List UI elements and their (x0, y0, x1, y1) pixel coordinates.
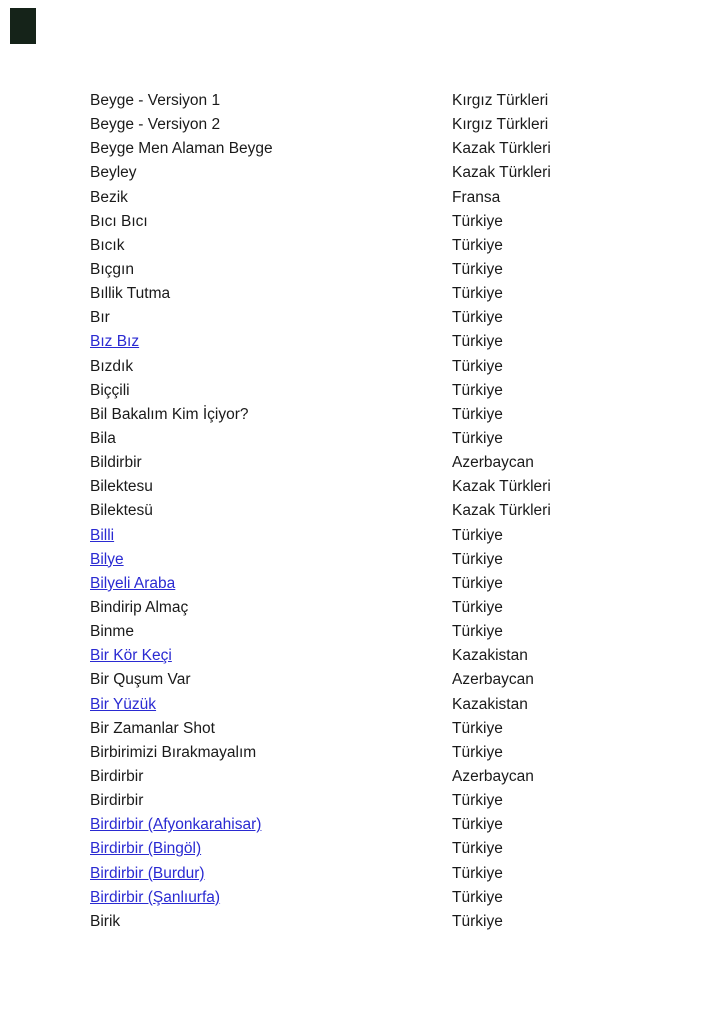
game-name: Bildirbir (90, 454, 142, 472)
list-row (90, 620, 724, 644)
country-label: Kırgız Türkleri (452, 92, 549, 109)
game-name: Bıllik Tutma (90, 285, 171, 303)
game-name: Birdirbir (90, 767, 144, 785)
country-label: Türkiye (452, 864, 503, 882)
game-link[interactable]: Birdirbir (Bingöl) (90, 840, 202, 858)
list-row (90, 910, 724, 934)
list-row (90, 886, 724, 910)
country-label: Kazak Türkleri (452, 140, 551, 158)
game-name: Bır (90, 309, 110, 327)
country-label: Kazakistan (452, 695, 528, 713)
list-row (90, 837, 724, 861)
game-name: Bıçgın (90, 260, 134, 278)
country-label: Kırgız Türkleri (452, 116, 549, 134)
game-name: Bıcık (90, 236, 125, 254)
list-row (90, 282, 724, 306)
game-name: Binme (90, 623, 134, 641)
list-row (90, 427, 724, 451)
game-link[interactable]: Birdirbir (Burdur) (90, 864, 205, 882)
game-name: Bindirip Almaç (90, 598, 189, 616)
list-row (90, 89, 724, 113)
game-name: Bilektesü (90, 502, 153, 520)
game-name: Birik (90, 912, 121, 930)
game-name: Bil Bakalım Kim İçiyor? (90, 405, 249, 423)
list-row (90, 596, 724, 620)
game-name: Bıcı Bıcı (90, 212, 148, 230)
list-row (90, 524, 724, 548)
list-row (90, 451, 724, 475)
game-name: Bızdık (90, 357, 134, 375)
country-label: Türkiye (452, 550, 503, 568)
list-row (90, 210, 724, 234)
list-row (90, 306, 724, 330)
game-name: Bila (90, 429, 116, 447)
game-name: Bilektesu (90, 478, 153, 496)
list-row (90, 355, 724, 379)
game-link[interactable]: Bız Bız (90, 333, 140, 351)
list-row (90, 862, 724, 886)
country-label: Türkiye (452, 574, 503, 592)
list-row (90, 717, 724, 741)
country-label: Türkiye (452, 598, 503, 616)
list-row (90, 379, 724, 403)
list-row (90, 137, 724, 161)
list-row (90, 789, 724, 813)
country-label: Türkiye (452, 285, 503, 303)
list-row (90, 548, 724, 572)
country-label: Türkiye (452, 333, 503, 351)
country-label: Kazak Türkleri (452, 502, 551, 520)
game-name: Bir Zamanlar Shot (90, 719, 215, 737)
country-label: Türkiye (452, 381, 503, 399)
game-link[interactable]: Bir Kör Keçi (90, 647, 172, 665)
list-row (90, 161, 724, 185)
country-label: Kazak Türkleri (452, 478, 551, 496)
country-label: Türkiye (452, 309, 503, 327)
game-link[interactable]: Birdirbir (Afyonkarahisar) (90, 816, 262, 834)
list-row (90, 403, 724, 427)
country-label: Türkiye (452, 357, 503, 375)
list-row (90, 113, 724, 137)
list-row (90, 765, 724, 789)
country-label: Kazak Türkleri (452, 164, 551, 182)
list-row (90, 572, 724, 596)
country-label: Türkiye (452, 236, 503, 254)
list-row (90, 644, 724, 668)
country-label: Türkiye (452, 912, 503, 930)
list-row (90, 234, 724, 258)
country-label: Fransa (452, 188, 501, 206)
country-label: Türkiye (452, 743, 503, 761)
country-label: Kazakistan (452, 647, 528, 665)
game-name: Beyge - Versiyon 2 (90, 116, 221, 134)
country-label: Azerbaycan (452, 454, 534, 472)
country-label: Türkiye (452, 792, 503, 810)
game-name: Bezik (90, 188, 128, 206)
list-row (90, 186, 724, 210)
list-row (90, 693, 724, 717)
game-name: Birbirimizi Bırakmayalım (90, 743, 257, 761)
country-label: Türkiye (452, 429, 503, 447)
list-row (90, 741, 724, 765)
list-row (90, 668, 724, 692)
game-link[interactable]: Bir Yüzük (90, 695, 157, 713)
country-label: Türkiye (452, 526, 503, 544)
country-label: Türkiye (452, 840, 503, 858)
game-link[interactable]: Bilyeli Araba (90, 574, 176, 592)
list-row (90, 258, 724, 282)
country-label: Azerbaycan (452, 671, 534, 689)
country-label: Türkiye (452, 623, 503, 641)
country-label: Türkiye (452, 719, 503, 737)
game-name: Beyley (90, 164, 137, 182)
country-label: Türkiye (452, 405, 503, 423)
country-label: Türkiye (452, 816, 503, 834)
game-name: Bir Quşum Var (90, 671, 191, 689)
game-name: Beyge Men Alaman Beyge (90, 140, 273, 158)
list-row (90, 813, 724, 837)
country-label: Türkiye (452, 212, 503, 230)
game-link[interactable]: Billi (90, 526, 115, 544)
game-name: Biççili (90, 381, 130, 399)
corner-mark (10, 8, 36, 44)
game-link[interactable]: Bilye (90, 550, 124, 568)
game-name: Beyge - Versiyon 1 (90, 92, 221, 109)
game-country-list (90, 89, 724, 934)
country-label: Azerbaycan (452, 767, 534, 785)
country-label: Türkiye (452, 260, 503, 278)
game-name: Birdirbir (90, 792, 144, 810)
list-row (90, 475, 724, 499)
country-label: Türkiye (452, 888, 503, 906)
list-row (90, 330, 724, 354)
list-row (90, 499, 724, 523)
game-link[interactable]: Birdirbir (Şanlıurfa) (90, 888, 221, 906)
